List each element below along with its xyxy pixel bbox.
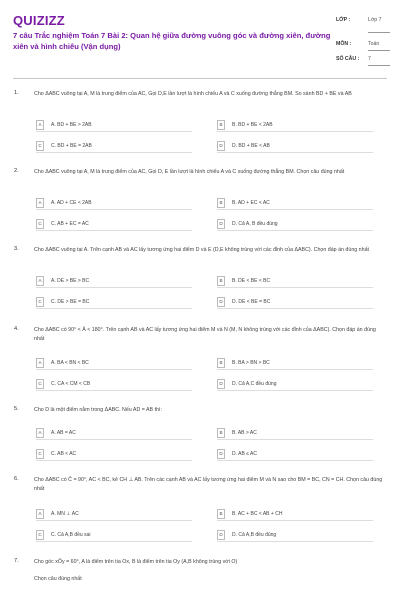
option-letter-box: C <box>36 530 44 540</box>
option-text: C. AB < AC <box>51 451 77 457</box>
option-letter-box: C <box>36 141 44 151</box>
option-underline <box>217 460 373 461</box>
option-text: D. AB ≤ AC <box>232 451 257 457</box>
question-text: Cho D là một điểm nằm trong ΔABC. Nếu AD = AB thì: <box>34 407 162 413</box>
option-text: A. DE > BE > BC <box>51 278 90 284</box>
class-label: LỚP : <box>336 17 351 23</box>
question-text: Cho ΔABC có Ĉ = 90°, AC < BC, kẻ CH ⊥ AB. Trên các cạnh AB và AC lấy tương ứng hai điểm M và N sao cho BM = BC, CN = CH. Chọn câu đúng nhất <box>34 477 383 492</box>
count-underline <box>368 65 390 66</box>
option-letter-box: A <box>36 358 44 368</box>
option-letter-box: B <box>217 276 225 286</box>
option-text: C. CA < CM < CB <box>51 381 91 387</box>
option-letter-box: B <box>217 198 225 208</box>
option-text: A. MN ⊥ AC <box>51 511 79 517</box>
option-letter-box: C <box>36 219 44 229</box>
option-underline <box>217 152 373 153</box>
subject-value: Toán <box>368 41 380 47</box>
option-underline <box>217 369 373 370</box>
option-letter-box: D <box>217 530 225 540</box>
subject-underline <box>368 50 390 51</box>
option-text: D. DE < BE = BC <box>232 299 271 305</box>
option-letter-box: D <box>217 379 225 389</box>
question-text: Cho ΔABC vuông tại A, M là trung điểm của AC, Gọi D,E lần lượt là hình chiếu A và C xuống đường thẳng BM. So sánh BD + BE và AB <box>34 91 352 97</box>
option-letter-box: A <box>36 276 44 286</box>
header-divider <box>13 78 387 79</box>
class-value: Lớp 7 <box>368 17 382 23</box>
option-underline <box>217 230 373 231</box>
option-underline <box>36 287 192 288</box>
option-underline <box>217 287 373 288</box>
option-text: D. Cả A,C đều đúng <box>232 381 277 387</box>
option-letter-box: C <box>36 379 44 389</box>
option-text: A. AD + CE < 2AB <box>51 200 92 206</box>
option-letter-box: D <box>217 449 225 459</box>
question-text: Cho ΔABC vuông tại A, M là trung điểm của AC, Gọi D, E lần lượt là hình chiếu A và C xuống đường thẳng BM. Chọn câu đúng nhất <box>34 169 345 175</box>
option-underline <box>36 369 192 370</box>
option-underline <box>36 131 192 132</box>
option-text: D. BD + BE < AB <box>232 143 270 149</box>
option-letter-box: A <box>36 198 44 208</box>
option-letter-box: C <box>36 449 44 459</box>
option-text: B. BA > BN > BC <box>232 360 270 366</box>
option-text: C. BD + BE = 2AB <box>51 143 92 149</box>
option-underline <box>36 390 192 391</box>
option-text: D. Cả A, B đều đúng <box>232 221 278 227</box>
question-number: 2. <box>14 168 19 174</box>
option-letter-box: D <box>217 297 225 307</box>
option-letter-box: D <box>217 219 225 229</box>
question-number: 6. <box>14 476 19 482</box>
option-underline <box>36 209 192 210</box>
option-text: C. Cả A,B đều sai <box>51 532 91 538</box>
class-underline <box>368 32 390 33</box>
option-letter-box: B <box>217 509 225 519</box>
question-text: Cho góc xÔy = 60°, A là điểm trên tia Ox, B là điểm trên tia Oy (A,B không trùng với O) <box>34 559 238 565</box>
option-text: B. AC + BC < AB + CH <box>232 511 283 517</box>
option-letter-box: A <box>36 120 44 130</box>
option-underline <box>36 541 192 542</box>
option-underline <box>36 230 192 231</box>
option-letter-box: B <box>217 120 225 130</box>
worksheet-title: 7 câu Trắc nghiệm Toán 7 Bài 2: Quan hệ giữa đường vuông góc và đường xiên, đường xiên và hình chiếu (Vận dụng) <box>13 31 331 51</box>
question-number: 1. <box>14 90 19 96</box>
option-text: B. AD + EC < AC <box>232 200 270 206</box>
quizizz-logo: QUIZIZZ <box>13 13 65 28</box>
subject-label: MÔN : <box>336 41 352 47</box>
option-letter-box: C <box>36 297 44 307</box>
question-text: Cho ΔABC vuông tại A. Trên cạnh AB và AC lấy tương ứng hai điểm D và E (D,E không trùng với các đỉnh của ΔABC). Chọn đáp án đúng nhất <box>34 247 369 253</box>
question-number: 7. <box>14 558 19 564</box>
option-letter-box: A <box>36 428 44 438</box>
option-underline <box>36 520 192 521</box>
question-number: 5. <box>14 406 19 412</box>
question-number: 3. <box>14 246 19 252</box>
option-text: B. BD + BE < 2AB <box>232 122 273 128</box>
option-underline <box>217 390 373 391</box>
question-text: Cho ΔABC có 90° < Â < 180°. Trên cạnh AB và AC lấy tương ứng hai điểm M và N (M, N không trùng với các đỉnh của ΔABC). Chọn đáp án đúng nhất <box>34 327 376 342</box>
option-text: B. AB > AC <box>232 430 257 436</box>
option-underline <box>217 209 373 210</box>
option-text: A. AB = AC <box>51 430 76 436</box>
option-letter-box: B <box>217 428 225 438</box>
question-subtext: Chọn câu đúng nhất <box>34 576 82 582</box>
option-underline <box>217 439 373 440</box>
question-number: 4. <box>14 326 19 332</box>
option-text: A. BA < BN < BC <box>51 360 89 366</box>
option-text: B. DE < BE < BC <box>232 278 271 284</box>
option-underline <box>36 152 192 153</box>
option-text: A. BD + BE > 2AB <box>51 122 92 128</box>
option-text: C. AB + EC = AC <box>51 221 89 227</box>
option-underline <box>36 308 192 309</box>
option-letter-box: A <box>36 509 44 519</box>
option-underline <box>217 131 373 132</box>
worksheet-header <box>0 0 400 80</box>
option-letter-box: D <box>217 141 225 151</box>
option-underline <box>36 439 192 440</box>
option-underline <box>36 460 192 461</box>
option-underline <box>217 541 373 542</box>
option-text: D. Cả A,B đều đúng <box>232 532 277 538</box>
count-label: SỐ CÂU : <box>336 56 360 62</box>
option-underline <box>217 308 373 309</box>
count-value: 7 <box>368 56 371 62</box>
option-letter-box: B <box>217 358 225 368</box>
option-text: C. DE > BE = BC <box>51 299 90 305</box>
option-underline <box>217 520 373 521</box>
